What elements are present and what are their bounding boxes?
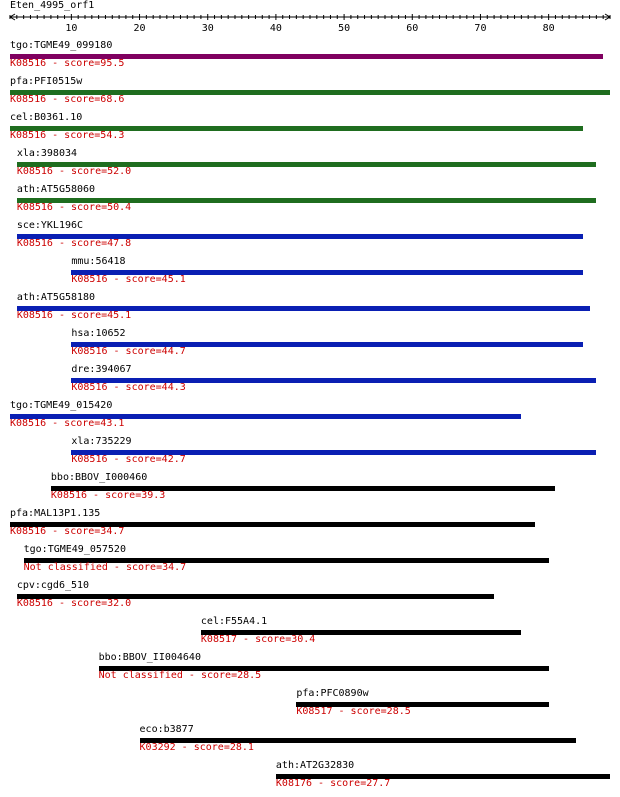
hit-score-text: K08517 - score=28.5: [296, 706, 411, 717]
hit-gene-link[interactable]: bbo:BBOV_I000460: [50, 472, 148, 483]
hit-gene-link[interactable]: eco:b3877: [139, 724, 194, 735]
hit-gene-link[interactable]: tgo:TGME49_099180: [10, 40, 113, 51]
hit-score-text: Not classified - score=28.5: [98, 670, 262, 681]
hit-score-text: K08516 - score=52.0: [16, 166, 132, 177]
hit-entry: [71, 256, 582, 288]
hit-score-text: K08516 - score=50.4: [16, 202, 132, 213]
hit-score-text: K08516 - score=42.7: [71, 454, 186, 465]
hit-score-text: K08516 - score=54.3: [10, 130, 125, 141]
hit-score-text: K08516 - score=32.0: [16, 598, 132, 609]
hit-entry: [296, 688, 548, 720]
hit-entry: [99, 652, 549, 684]
hit-score-text: K08516 - score=44.3: [71, 382, 186, 393]
hit-gene-link[interactable]: cel:B0361.10: [10, 112, 83, 123]
hit-gene-link[interactable]: ath:AT2G32830: [275, 760, 355, 771]
hit-score-text: K08517 - score=30.4: [200, 634, 316, 645]
hit-entry: [201, 616, 521, 648]
hit-score-text: K08516 - score=39.3: [50, 490, 166, 501]
hit-gene-link[interactable]: xla:735229: [71, 436, 132, 447]
hit-entry: [17, 292, 590, 324]
hit-gene-link[interactable]: hsa:10652: [71, 328, 126, 339]
hit-gene-link[interactable]: tgo:TGME49_057520: [23, 544, 126, 555]
hit-entry: [140, 724, 576, 756]
hit-entry: [17, 148, 597, 180]
hit-score-text: Not classified - score=34.7: [23, 562, 187, 573]
hit-gene-link[interactable]: tgo:TGME49_015420: [10, 400, 113, 411]
hit-entry: [17, 580, 494, 612]
hit-entry: [71, 364, 596, 396]
ruler-tick-label: 80: [542, 23, 555, 34]
hit-entry: [17, 184, 597, 216]
hit-score-text: K08516 - score=45.1: [71, 274, 186, 285]
hit-score-text: K08516 - score=68.6: [10, 94, 125, 105]
hit-gene-link[interactable]: pfa:PFI0515w: [10, 76, 83, 87]
hit-entry: [51, 472, 556, 504]
hit-entry: [10, 400, 521, 432]
ruler-tick-label: 20: [133, 23, 146, 34]
hit-score-text: K08516 - score=47.8: [16, 238, 132, 249]
hit-entry: [10, 112, 583, 144]
hit-entry: [24, 544, 549, 576]
hit-entry: [10, 40, 603, 72]
ruler-tick-label: 40: [269, 23, 282, 34]
hit-gene-link[interactable]: pfa:PFC0890w: [296, 688, 369, 699]
hit-gene-link[interactable]: cpv:cgd6_510: [16, 580, 90, 591]
ruler-tick-label: 10: [65, 23, 78, 34]
hit-score-text: K08516 - score=34.7: [10, 526, 125, 537]
hit-gene-link[interactable]: ath:AT5G58060: [16, 184, 96, 195]
hit-gene-link[interactable]: mmu:56418: [71, 256, 126, 267]
hit-score-text: K08516 - score=95.5: [10, 58, 125, 69]
hit-gene-link[interactable]: cel:F55A4.1: [200, 616, 268, 627]
hit-entry: [10, 508, 535, 540]
hit-score-text: K08516 - score=44.7: [71, 346, 186, 357]
hit-gene-link[interactable]: pfa:MAL13P1.135: [10, 508, 101, 519]
hit-entry: [276, 760, 610, 792]
hit-entry: [71, 436, 596, 468]
ruler-tick-label: 50: [338, 23, 351, 34]
hit-gene-link[interactable]: ath:AT5G58180: [16, 292, 96, 303]
position-ruler: [0, 0, 620, 34]
ruler-tick-label: 30: [201, 23, 214, 34]
hit-score-text: K08516 - score=45.1: [16, 310, 132, 321]
hit-entry: [10, 76, 610, 108]
hit-score-text: K08516 - score=43.1: [10, 418, 125, 429]
query-name: Eten_4995_orf1: [10, 0, 95, 11]
hit-gene-link[interactable]: xla:398034: [16, 148, 78, 159]
hit-entry: [17, 220, 583, 252]
hit-score-text: K03292 - score=28.1: [139, 742, 254, 753]
hit-gene-link[interactable]: sce:YKL196C: [16, 220, 84, 231]
ruler-tick-label: 70: [474, 23, 487, 34]
ruler-tick-label: 60: [406, 23, 419, 34]
hit-gene-link[interactable]: dre:394067: [71, 364, 132, 375]
hit-entry: [71, 328, 582, 360]
hit-score-text: K08176 - score=27.7: [275, 778, 391, 789]
hit-gene-link[interactable]: bbo:BBOV_II004640: [98, 652, 201, 663]
